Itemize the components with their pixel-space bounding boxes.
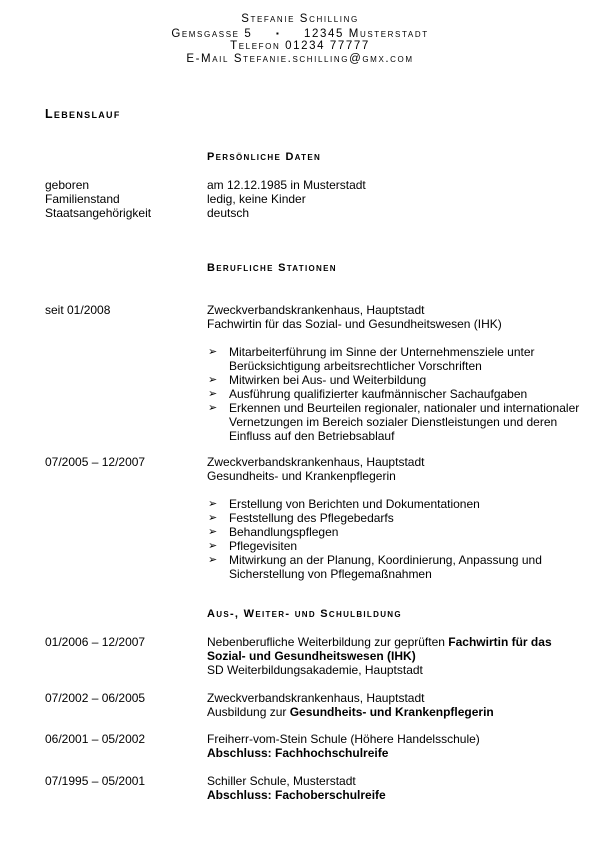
duty-item: ➢ Pflegevisiten <box>208 539 298 553</box>
career-employer: Zweckverbandskrankenhaus, Hauptstadt <box>207 455 425 469</box>
career-role: Gesundheits- und Krankenpflegerin <box>207 469 396 483</box>
address-street: Gemsgasse 5 <box>171 28 253 40</box>
education-institution: Freiherr-vom-Stein Schule (Höhere Handelsschule) <box>207 732 480 746</box>
career-date: 07/2005 – 12/2007 <box>45 455 146 469</box>
education-date: 01/2006 – 12/2007 <box>45 635 146 649</box>
education-qualification: Ausbildung zur Gesundheits- und Krankenpflegerin <box>207 705 494 719</box>
career-role: Fachwirtin für das Sozial- und Gesundheitswesen (IHK) <box>207 317 502 331</box>
career-employer: Zweckverbandskrankenhaus, Hauptstadt <box>207 303 425 317</box>
education-institution: SD Weiterbildungsakademie, Hauptstadt <box>207 663 423 677</box>
section-title-personal: Persönliche Daten <box>207 151 322 163</box>
section-title-education: Aus-, Weiter- und Schulbildung <box>207 608 402 620</box>
address-separator: ▪ <box>275 29 281 38</box>
duty-list <box>208 345 588 443</box>
value-marital-status: ledig, keine Kinder <box>207 192 306 206</box>
education-institution: Zweckverbandskrankenhaus, Hauptstadt <box>207 691 425 705</box>
education-qualification: Sozial- und Gesundheitswesen (IHK) <box>207 649 416 663</box>
duty-item: ➢ Erkennen und Beurteilen regionaler, nationaler und internationaler Vernetzungen im Bereich sozialer Dienstleistungen und deren Einfluss auf den Betriebsablauf <box>208 401 580 443</box>
arrow-bullet-icon: ➢ <box>208 540 218 552</box>
duty-item: ➢ Mitwirken bei Aus- und Weiterbildung <box>208 373 427 387</box>
arrow-bullet-icon: ➢ <box>208 346 218 358</box>
arrow-bullet-icon: ➢ <box>208 526 218 538</box>
duty-item: ➢ Mitarbeiterführung im Sinne der Unternehmensziele unter Berücksichtigung arbeitsrechtlicher Vorschriften <box>208 345 535 373</box>
arrow-bullet-icon: ➢ <box>208 388 218 400</box>
arrow-bullet-icon: ➢ <box>208 374 218 386</box>
label-marital-status: Familienstand <box>45 192 120 206</box>
education-date: 07/1995 – 05/2001 <box>45 774 146 788</box>
education-date: 06/2001 – 05/2002 <box>45 732 146 746</box>
section-title-career: Berufliche Stationen <box>207 262 337 274</box>
label-nationality: Staatsangehörigkeit <box>45 206 152 220</box>
education-line: Nebenberufliche Weiterbildung zur geprüften Fachwirtin für das <box>207 635 552 649</box>
label-born: geboren <box>45 178 90 192</box>
duty-item: ➢ Mitwirkung an der Planung, Koordinierung, Anpassung und Sicherstellung von Pflegemaßnahmen <box>208 553 542 581</box>
duty-item: ➢ Erstellung von Berichten und Dokumentationen <box>208 497 480 511</box>
arrow-bullet-icon: ➢ <box>208 402 218 414</box>
education-date: 07/2002 – 06/2005 <box>45 691 146 705</box>
education-institution: Schiller Schule, Musterstadt <box>207 774 356 788</box>
applicant-name: Stefanie Schilling <box>241 13 359 25</box>
duty-list <box>208 497 588 581</box>
phone-line: Telefon 01234 77777 <box>230 40 370 52</box>
education-qualification: Abschluss: Fachoberschulreife <box>207 788 386 802</box>
document-title: Lebenslauf <box>45 107 121 121</box>
duty-item: ➢ Feststellung des Pflegebedarfs <box>208 511 394 525</box>
address-city: 12345 Musterstadt <box>303 28 429 40</box>
address-line <box>0 27 600 41</box>
value-nationality: deutsch <box>207 206 250 220</box>
arrow-bullet-icon: ➢ <box>208 498 218 510</box>
arrow-bullet-icon: ➢ <box>208 554 218 566</box>
arrow-bullet-icon: ➢ <box>208 512 218 524</box>
value-born: am 12.12.1985 in Musterstadt <box>207 178 366 192</box>
career-date: seit 01/2008 <box>45 303 111 317</box>
duty-item: ➢ Behandlungspflegen <box>208 525 339 539</box>
email-line[interactable]: E-Mail Stefanie.schilling@gmx.com <box>186 53 414 65</box>
duty-item: ➢ Ausführung qualifizierter kaufmännischer Sachaufgaben <box>208 387 528 401</box>
education-qualification: Abschluss: Fachhochschulreife <box>207 746 389 760</box>
